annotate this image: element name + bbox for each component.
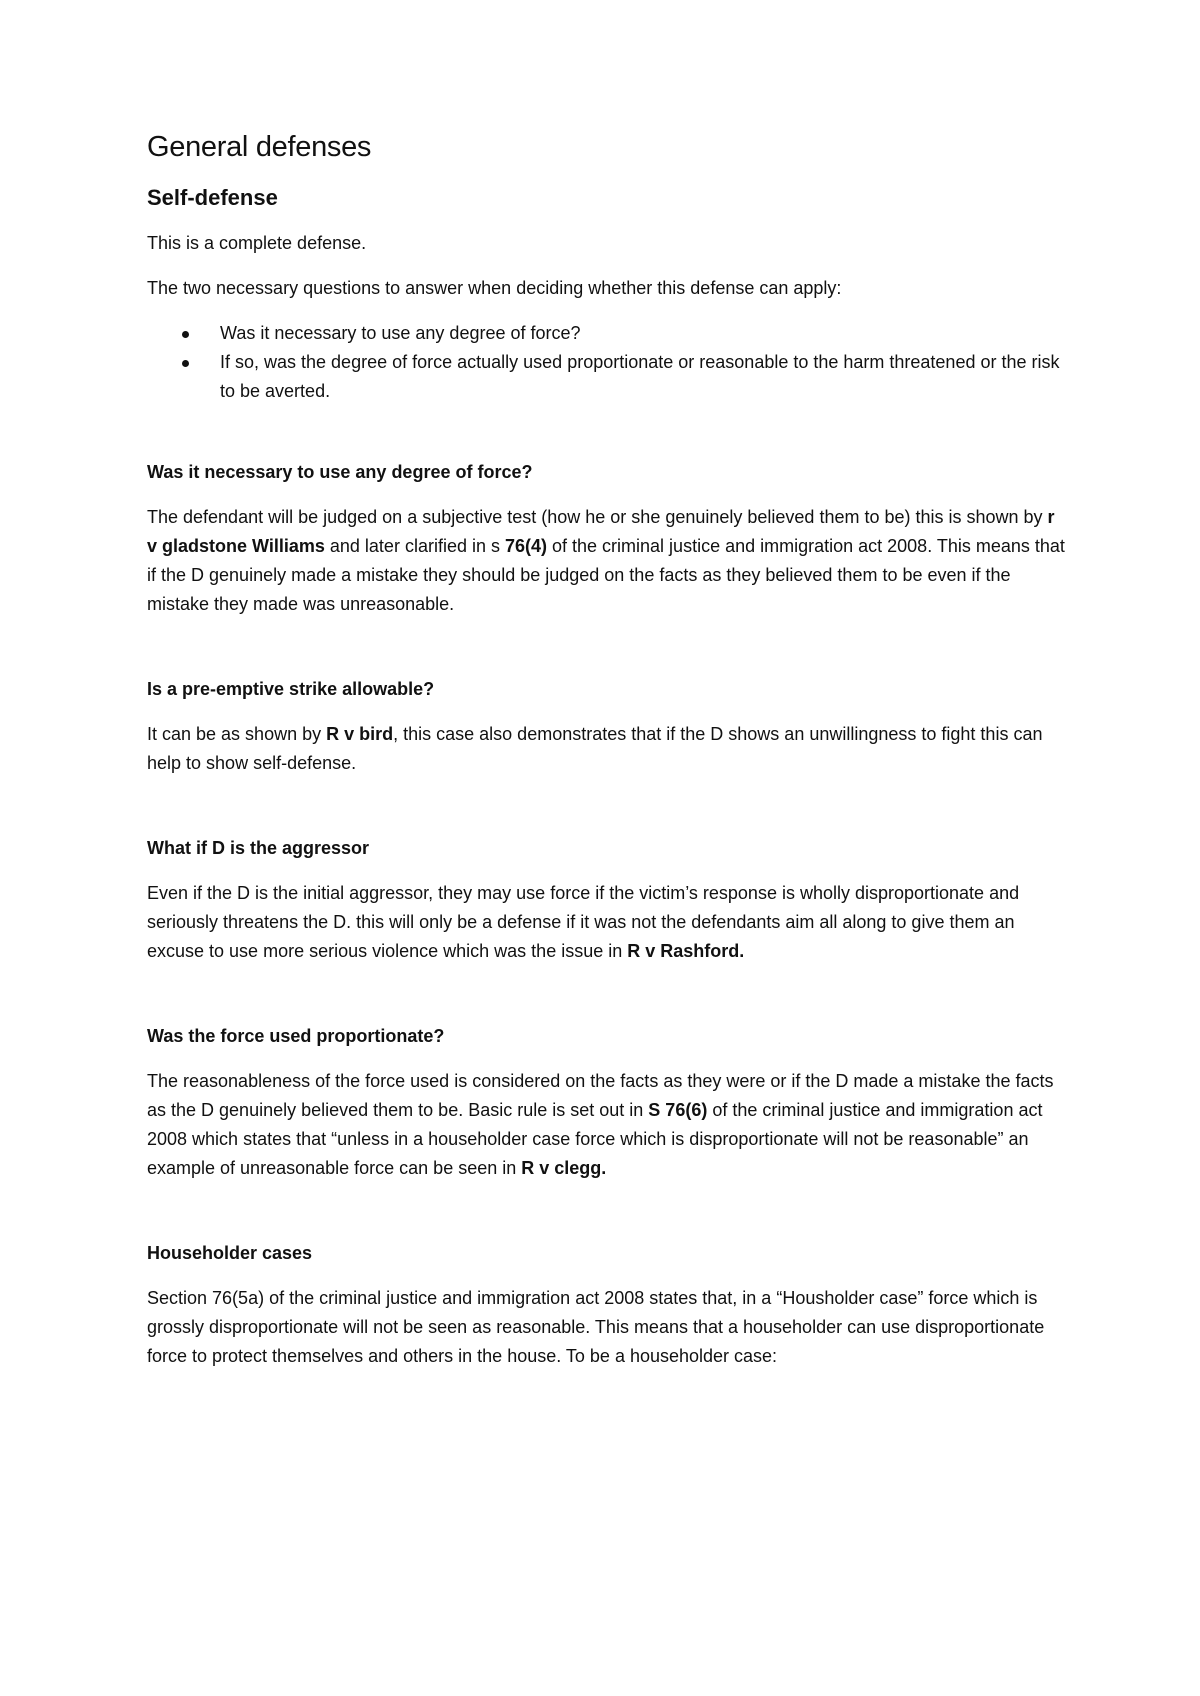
section-paragraph-aggressor bbox=[147, 879, 1067, 966]
spacer bbox=[147, 1199, 1067, 1239]
spacer bbox=[147, 406, 1067, 458]
spacer bbox=[147, 982, 1067, 1022]
section-paragraph-householder: Section 76(5a) of the criminal justice and immigration act 2008 states that, in a “Housholder case” force which is grossly disproportionate will not be seen as reasonable. This means that a householder can use disproportionate force to protect themselves and others in the house. To be a householder case: bbox=[147, 1288, 1045, 1367]
section-heading-proportionate: Was the force used proportionate? bbox=[147, 1026, 445, 1047]
text-run: The defendant will be judged on a subjective test (how he or she genuinely believed them to be) this is shown by bbox=[147, 507, 1048, 528]
text-run: , this case also demonstrates that if the D shows an unwillingness to fight this can help to show self-defense. bbox=[147, 724, 1043, 774]
list-item-text: If so, was the degree of force actually used proportionate or reasonable to the harm threatened or the risk to be averted. bbox=[220, 352, 1060, 402]
section-heading-aggressor: What if D is the aggressor bbox=[147, 838, 370, 859]
spacer bbox=[147, 794, 1067, 834]
case-name: R v clegg. bbox=[521, 1158, 607, 1179]
text-run: It can be as shown by bbox=[147, 724, 327, 745]
list-item bbox=[220, 348, 1067, 406]
section-heading-householder: Householder cases bbox=[147, 1243, 313, 1264]
document-title: General defenses bbox=[147, 131, 372, 163]
text-run: of the criminal justice and immigration act 2008 which states that “unless in a householder case force which is disproportionate will not be reasonable” an example of unreasonable force can be seen in bbox=[147, 1100, 1043, 1179]
section-heading-necessary: Was it necessary to use any degree of force? bbox=[147, 462, 533, 483]
section-paragraph-necessary bbox=[147, 503, 1067, 619]
spacer bbox=[147, 635, 1067, 675]
list-item bbox=[220, 319, 1067, 348]
text-run: The reasonableness of the force used is considered on the facts as they were or if the D made a mistake the facts as the D genuinely believed them to be. Basic rule is set out in bbox=[147, 1071, 1054, 1121]
text-run: and later clarified in s bbox=[324, 536, 505, 557]
bullet-icon bbox=[182, 331, 189, 338]
bullet-icon bbox=[182, 360, 189, 367]
document-subtitle: Self-defense bbox=[147, 184, 278, 210]
case-name: r v gladstone Williams bbox=[147, 507, 1055, 557]
statute-reference: S 76(6) bbox=[648, 1100, 708, 1121]
statute-reference: 76(4) bbox=[504, 536, 548, 557]
section-paragraph-proportionate bbox=[147, 1067, 1067, 1183]
case-name: R v Rashford. bbox=[627, 941, 745, 962]
case-name: R v bird bbox=[326, 724, 394, 745]
intro-paragraph-1: This is a complete defense. bbox=[147, 233, 367, 254]
section-heading-preemptive: Is a pre-emptive strike allowable? bbox=[147, 679, 435, 700]
intro-paragraph-2: The two necessary questions to answer when deciding whether this defense can apply: bbox=[147, 278, 842, 299]
section-paragraph-preemptive bbox=[147, 720, 1067, 778]
document-page bbox=[147, 130, 1067, 1387]
text-run: Even if the D is the initial aggressor, they may use force if the victim’s response is wholly disproportionate and seriously threatens the D. this will only be a defense if it was not the defendants aim all along to give them an excuse to use more serious violence which was the issue in bbox=[147, 883, 1020, 962]
questions-list bbox=[147, 319, 1067, 406]
text-run: of the criminal justice and immigration act 2008. This means that if the D genuinely made a mistake they should be judged on the facts as they believed them to be even if the mistake they made was unreasonable. bbox=[147, 536, 1065, 615]
list-item-text: Was it necessary to use any degree of force? bbox=[220, 323, 581, 344]
